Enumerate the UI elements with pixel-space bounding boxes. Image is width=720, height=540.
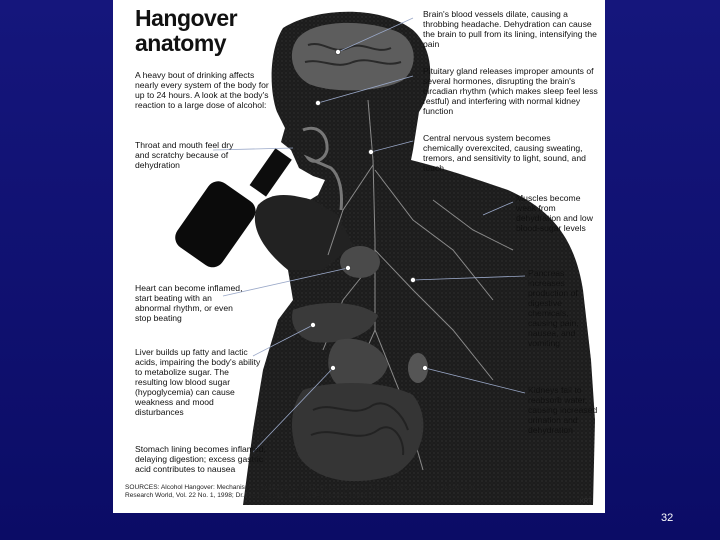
intestine-shape <box>292 383 423 481</box>
title-line-2: anatomy <box>135 30 227 56</box>
page-number: 32 <box>661 512 674 524</box>
figure-title <box>135 6 237 56</box>
credit-text: KRT <box>580 499 592 505</box>
throat-callout: Throat and mouth feel dry and scratchy because of dehydration <box>135 140 234 170</box>
stomach-callout: Stomach lining becomes inflamed, delaying digestion; excess gastric acid contributes to nausea <box>135 444 266 474</box>
sources-text: SOURCES: Alcohol Hangover: Mechanisms and Mediators, by Dr. Robert Swift and Dena Davidson; Alcohol Health and Research World, Vol. 22 No. 1, 1998; Dr. Fred Freitag, National Headache Foundation <box>125 484 475 499</box>
intro-text: A heavy bout of drinking affects nearly every system of the body for up to 24 hours. A look at the body's reaction to a large dose of alcohol: <box>135 70 269 110</box>
pancreas-callout: Pancreas increases production of digestive chemicals, causing pain, nausea, and vomiting <box>528 268 579 348</box>
muscles-callout: Muscles become weak from dehydration and low blood-sugar levels <box>516 193 593 233</box>
brain-shape <box>292 23 414 91</box>
brain-callout: Brain's blood vessels dilate, causing a throbbing headache. Dehydration can cause the brain to pull from its lining, intensifying the pain <box>423 9 597 49</box>
kidneys-callout: Kidneys fail to reabsorb water, causing increased urination and dehydration <box>528 385 598 435</box>
liver-callout: Liver builds up fatty and lactic acids, impairing the body's ability to metabolize sugar. The resulting low blood sugar (hypoglycemia) can cause weakness and mood disturbances <box>135 347 261 417</box>
title-line-1: Hangover <box>135 5 238 31</box>
pituitary-callout: Pituitary gland releases improper amounts of several hormones, disrupting the brain's circadian rhythm (which makes sleep feel less restful) and interfering with normal kidney function <box>423 66 598 116</box>
hangover-anatomy-figure <box>113 0 605 513</box>
heart-shape <box>340 246 380 278</box>
cns-callout: Central nervous system becomes chemically overexcited, causing sweating, tremors, and sensitivity to light, sound, and touch <box>423 133 586 173</box>
heart-callout: Heart can become inflamed, start beating with an abnormal rhythm, or even stop beating <box>135 283 243 323</box>
